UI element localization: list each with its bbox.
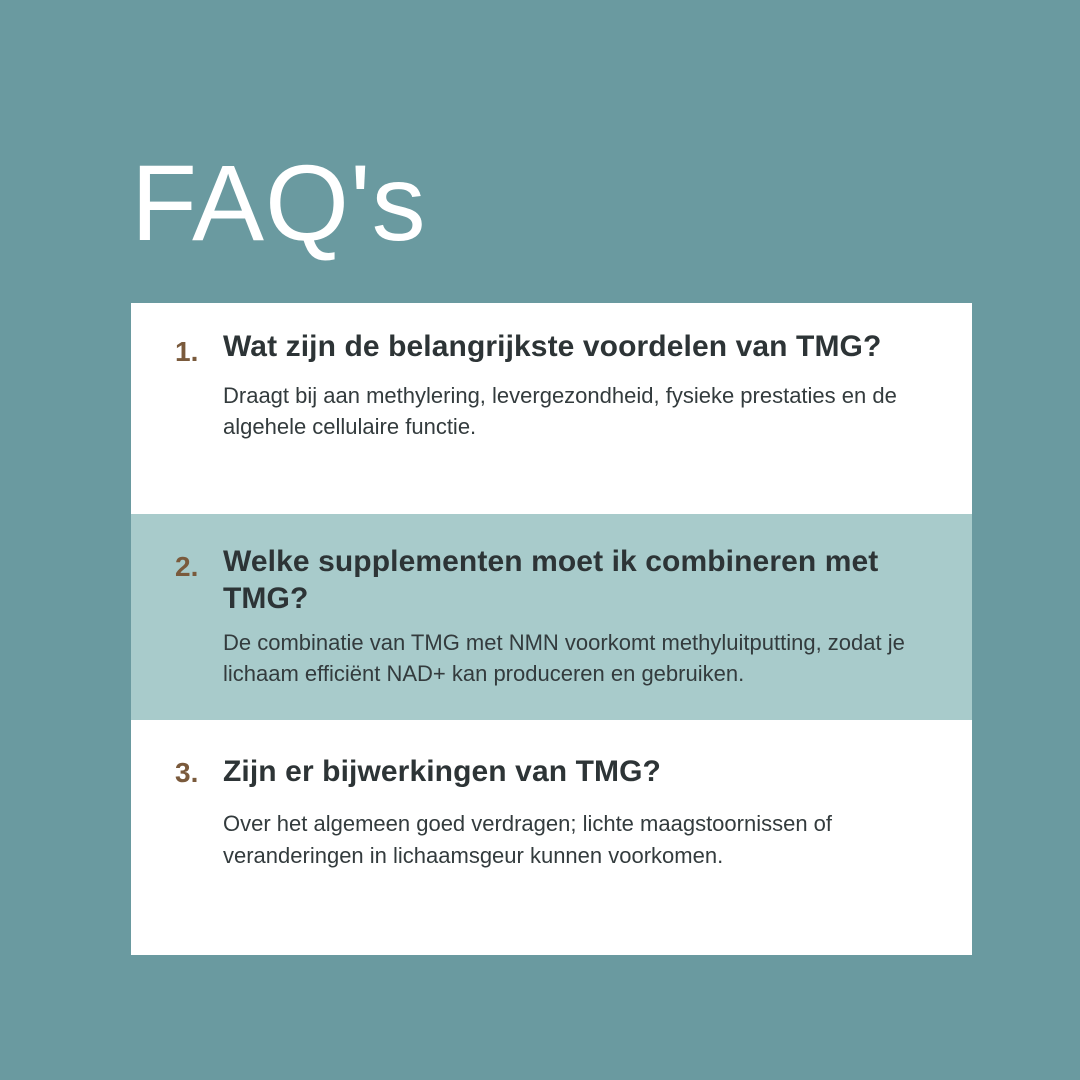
- faq-item[interactable]: [131, 720, 972, 955]
- faq-answer: Draagt bij aan methylering, levergezondheid, fysieke prestaties en de algehele cellulaire functie.: [223, 382, 897, 439]
- faq-answer: De combinatie van TMG met NMN voorkomt methyluitputting, zodat je lichaam efficiënt NAD+ kan produceren en gebruiken.: [223, 630, 905, 687]
- faq-item-content: [223, 544, 932, 690]
- faq-question: Wat zijn de belangrijkste voordelen van TMG?: [223, 330, 882, 363]
- page-title: FAQ's: [131, 142, 427, 263]
- faq-question: Welke supplementen moet ik combineren met TMG?: [223, 545, 879, 615]
- faq-item-content: [223, 754, 932, 871]
- faq-list: [131, 303, 972, 955]
- faq-item-number: 1.: [175, 336, 199, 367]
- faq-item[interactable]: [131, 303, 972, 514]
- faq-item-number: 2.: [175, 551, 199, 583]
- faq-question: Zijn er bijwerkingen van TMG?: [223, 754, 661, 788]
- faq-item[interactable]: [131, 514, 972, 720]
- faq-answer: Over het algemeen goed verdragen; lichte maagstoornissen of veranderingen in lichaamsgeur kunnen voorkomen.: [223, 811, 833, 868]
- faq-item-content: [223, 329, 932, 442]
- faq-item-number: 3.: [175, 756, 199, 788]
